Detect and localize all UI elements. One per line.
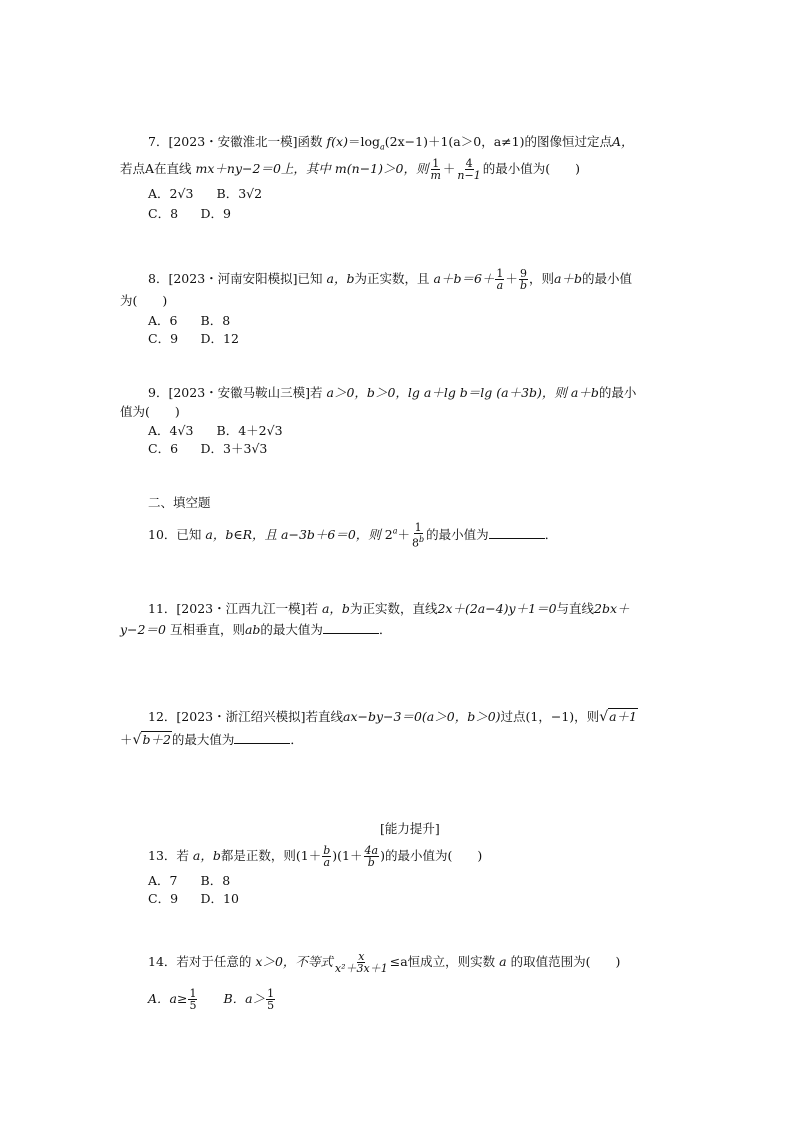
- question-number: 10．: [148, 526, 177, 542]
- option-c[interactable]: C．9: [148, 891, 179, 906]
- fraction: $\frac{9}{b}$: [519, 267, 527, 292]
- q11-line1: 11．[2023・江西九江一模]若 a，b为正实数，直线2x＋(2a−4)y＋1＝0与直线2bx＋: [148, 601, 630, 616]
- fraction: $\frac{1}{5}$: [267, 987, 275, 1012]
- option-b[interactable]: B．a＞ $\frac{1}{5}$: [223, 987, 275, 1012]
- q7-line1: 7．[2023・安徽淮北一模]函数 $f(x)=\log_a(2x-1)+1(a>0$，a≠1)的图像恒过定点A，: [148, 134, 634, 152]
- option-a[interactable]: A．4√3: [148, 423, 194, 438]
- q7-options-row1: [148, 186, 273, 202]
- q9-options-row2: [148, 441, 267, 457]
- source-tag: [2023・安徽马鞍山三模]: [168, 385, 311, 400]
- q8-line1: 8．[2023・河南安阳模拟]已知 a，b为正实数，且 a＋b＝6＋ $\frac{1}{a}$ ＋ $\frac{9}{b}$ ，则a＋b的最小值: [148, 267, 632, 292]
- source-tag: [2023・安徽淮北一模]: [168, 134, 298, 149]
- option-d[interactable]: D．10: [200, 891, 239, 906]
- q13-options-row2: [148, 891, 257, 907]
- option-c[interactable]: C．9: [148, 331, 179, 346]
- q12-line2: ＋√b＋2的最大值为 ．: [120, 732, 303, 748]
- answer-blank[interactable]: [323, 621, 379, 634]
- question-number: 11．: [148, 601, 177, 616]
- fraction: $\frac{4}{n-1}$: [457, 157, 481, 182]
- q8-options-row2: [148, 331, 257, 347]
- q14-line1: 14．若对于任意的 x＞0，不等式 $\frac{x}{\text{x²＋3x＋1}}$ ≤a恒成立，则实数 a 的取值范围为( ): [148, 950, 621, 975]
- answer-blank[interactable]: [234, 731, 290, 744]
- q7-line2: 若点A在直线 mx＋ny−2＝0上，其中 m(n−1)＞0，则 $\frac{1}{m}$ ＋ $\frac{4}{n-1}$ 的最小值为( ): [120, 157, 580, 182]
- fraction: $\frac{1}{5}$: [189, 987, 197, 1012]
- square-root: √b＋2: [132, 732, 171, 748]
- question-number: 13．: [148, 848, 177, 863]
- fraction: $\frac{4a}{b}$: [364, 844, 379, 869]
- option-a[interactable]: A．2√3: [148, 186, 194, 201]
- option-c[interactable]: C．8: [148, 206, 179, 221]
- option-c[interactable]: C．6: [148, 441, 179, 456]
- square-root: √a＋1: [599, 709, 638, 725]
- answer-blank[interactable]: [489, 526, 545, 539]
- q9-options-row1: [148, 423, 283, 439]
- fraction: $\frac{1}{8^b}$: [412, 521, 425, 550]
- option-d[interactable]: D．3＋3√3: [200, 441, 268, 456]
- option-b[interactable]: B．8: [200, 873, 231, 888]
- option-d[interactable]: D．9: [200, 206, 231, 221]
- option-a[interactable]: A．a≥ $\frac{1}{5}$: [148, 987, 197, 1012]
- q9-line1: 9．[2023・安徽马鞍山三模]若 a＞0，b＞0，lg a＋lg b＝lg (a＋3b)，则 a＋b的最小: [148, 385, 637, 400]
- fraction: $\frac{1}{m}$: [430, 157, 441, 182]
- option-b[interactable]: B．8: [200, 313, 231, 328]
- option-b[interactable]: B．3√2: [216, 186, 263, 201]
- question-number: 12．: [148, 709, 177, 724]
- option-a[interactable]: A．7: [148, 873, 178, 888]
- question-number: 8．: [148, 271, 169, 286]
- option-d[interactable]: D．12: [200, 331, 239, 346]
- q14-options-row1: [148, 988, 276, 1011]
- q9-line2: 值为( ): [120, 404, 180, 419]
- source-tag: [2023・浙江绍兴模拟]: [176, 709, 306, 724]
- fraction: $\frac{1}{a}$: [496, 267, 504, 292]
- q12-line1: 12．[2023・浙江绍兴模拟]若直线ax−by−3＝0(a＞0，b＞0)过点(1，−1)，则√a＋1: [148, 709, 638, 725]
- option-a[interactable]: A．6: [148, 313, 178, 328]
- section-heading-fill-in: 二、填空题: [148, 495, 211, 510]
- q8-options-row1: [148, 313, 257, 329]
- q10-line1: 10．已知 a，b∈R，且 a−3b＋6＝0，则 $2^a+$ $\frac{1}{8^b}$ 的最小值为 ．: [148, 521, 558, 550]
- source-tag: [2023・江西九江一模]: [176, 601, 306, 616]
- section-heading-ability: [能力提升]: [380, 821, 440, 836]
- q7-options-row2: [148, 206, 257, 222]
- question-number: 7．: [148, 134, 169, 149]
- fraction: $\frac{b}{a}$: [323, 844, 331, 869]
- q13-options-row1: [148, 873, 257, 889]
- q8-line2: 为( ): [120, 293, 168, 308]
- fraction: $\frac{x}{\text{x²＋3x＋1}}$: [334, 950, 388, 975]
- question-number: 14．: [148, 954, 177, 969]
- q13-line1: 13．若 a，b都是正数，则(1＋ $\frac{b}{a}$ )(1＋ $\frac{4a}{b}$ )的最小值为( ): [148, 844, 483, 869]
- question-number: 9．: [148, 385, 169, 400]
- q11-line2: y−2＝0 互相垂直，则ab的最大值为 ．: [120, 622, 392, 637]
- option-b[interactable]: B．4＋2√3: [216, 423, 283, 438]
- source-tag: [2023・河南安阳模拟]: [168, 271, 298, 286]
